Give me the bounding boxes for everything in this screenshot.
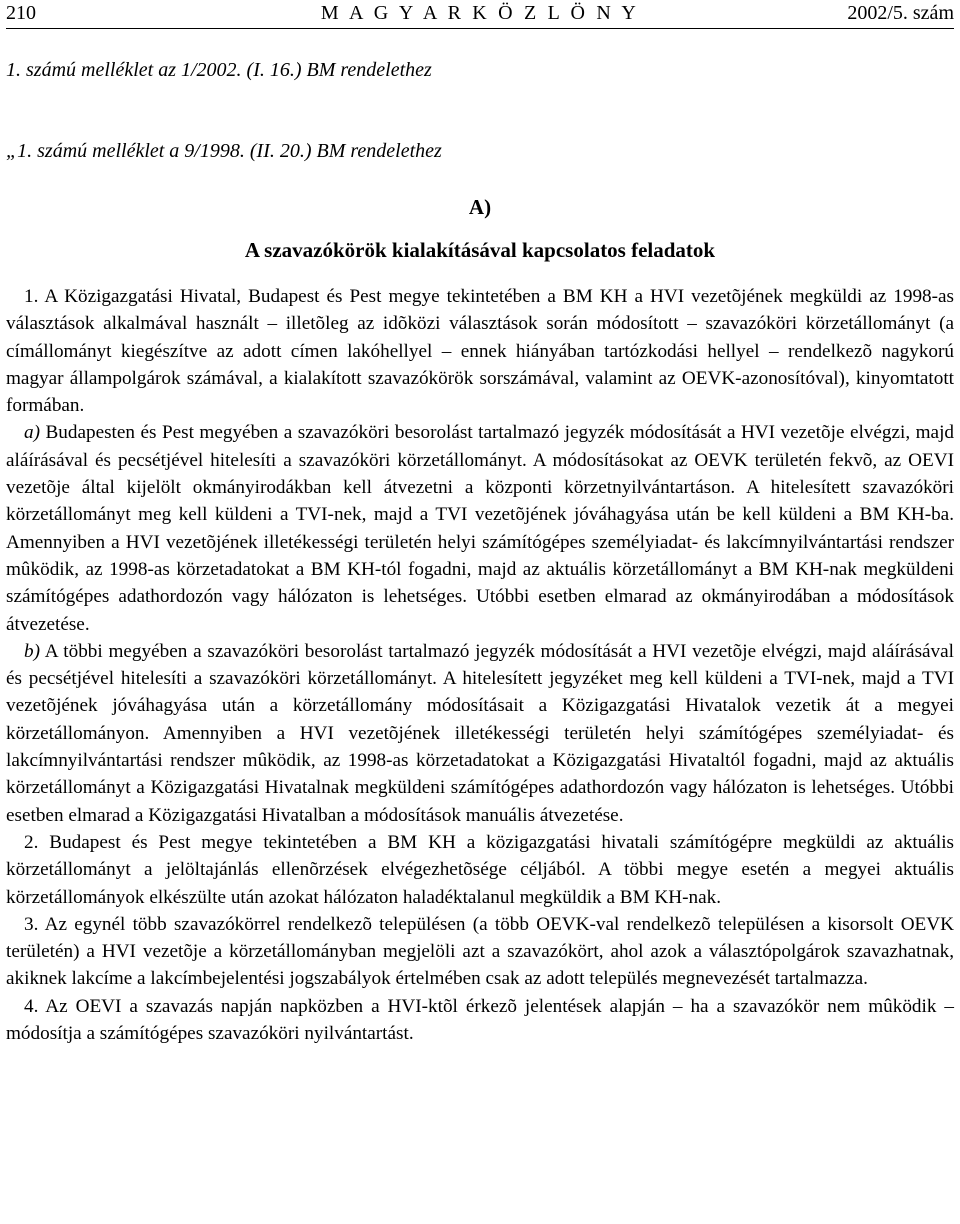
paragraph-1b-text: A többi megyében a szavazóköri besorolást tartalmazó jegyzék módosítását a HVI vezetõje elvégzi, majd aláírásával és pecsétjével hitelesíti a szavazóköri körzetállományt. A hitelesített jegyzéket meg kell küldeni a TVI-nek, majd a TVI vezetõjének jóváhagyása után a körzetállomány módosításait a Közigazgatási Hivatalok vezetik át a megyei körzetállományon. Amennyiben a HVI vezetõjének illetékességi területén helyi számítógépes személyiadat- és lakcímnyilvántartási rendszer mûködik, az 1998-as körzetadatokat a Közigazgatási Hivataltól fogadni, majd az aktuális körzetállományt a Közigazgatási Hivatalnak megküldeni számítógépes adathordozón vagy hálózaton is lehetséges. Utóbbi esetben elmarad a Közigazgatási Hivatalban a módosítások manuális átvezetése. [6,640,954,826]
document-page [6,0,954,1047]
subpoint-label-b: b) [24,640,40,662]
paragraph-3: 3. Az egynél több szavazókörrel rendelkezõ településen (a több OEVK-val rendelkezõ településen a kisorsolt OEVK területén) a HVI vezetõje a körzetállományban megjelöli azt a szavazókört, ahol azok a választópolgárok szavazhatnak, akiknek lakcíme a lakcímbejelentési jogszabályok értelmében csak az adott település megnevezését tartalmazza. [6,913,954,990]
subpoint-label-a: a) [24,422,40,444]
paragraph-4: 4. Az OEVI a szavazás napján napközben a HVI-ktõl érkezõ jelentések alapján – ha a szavazókör nem mûködik – módosítja a számítógépes szavazóköri nyilvántartást. [6,995,954,1045]
paragraph-1a [6,419,954,637]
page-header [6,0,954,29]
gazette-title: M A G Y A R K Ö Z L Ö N Y [320,2,640,24]
paragraph-1a-text: Budapesten és Pest megyében a szavazóköri besorolást tartalmazó jegyzék módosítását a HVI vezetõje elvégzi, majd aláírásával és pecsétjével hitelesíti a szavazóköri körzetállományt. A módosításokat az OEVK területén fekvõ, az OEVI vezetõje által kijelölt okmányirodákban kell átvezetni a központi körzetnyilvántartáson. A hitelesített szavazóköri körzetállományt meg kell küldeni a TVI-nek, majd a TVI vezetõjének jóváhagyása után be kell küldeni a BM KH-ba. Amennyiben a HVI vezetõjének illetékességi területén helyi számítógépes személyiadat- és lakcímnyilvántartási rendszer mûködik, az 1998-as körzetadatokat a BM KH-tól fogadni, majd az aktuális körzetállományt a BM KH-nak megküldeni számítógépes adathordozón vagy hálózaton is lehetséges. Utóbbi esetben elmarad az okmányirodában a módosítások átvezetése. [6,422,954,635]
section-title: A szavazókörök kialakításával kapcsolatos feladatok [244,238,716,262]
paragraph-1b [6,638,954,829]
paragraph-1: 1. A Közigazgatási Hivatal, Budapest és Pest megye tekintetében a BM KH a HVI vezetõjének megküldi az 1998-as választások alkalmával használt – illetõleg az idõközi választások során módosított – szavazóköri körzetállományt (a címállományt kiegészítve az adott címen lakóhellyel – ennek hiányában tartózkodási hellyel – rendelkezõ nagykorú magyar állampolgárok számával, a kialakított szavazókörök sorszámával, valamint az OEVK-azonosítóval), kinyomtatott formában. [6,286,954,417]
annex-reference: 1. számú melléklet az 1/2002. (I. 16.) BM rendelethez [6,59,432,81]
paragraph-2: 2. Budapest és Pest megye tekintetében a BM KH a közigazgatási hivatali számítógépre megküldi az aktuális körzetállományt a jelöltajánlás ellenõrzések elvégezhetõsége céljából. A többi megye esetén a megyei aktuális körzetállományok elkészülte után azokat hálózaton haladéktalanul megküldik a BM KH-nak. [6,831,954,908]
page-number: 210 [6,2,36,24]
issue-number: 2002/5. szám [847,2,954,24]
body-text [6,283,954,1047]
annex-reference-quoted: „1. számú melléklet a 9/1998. (II. 20.) BM rendelethez [6,140,442,162]
section-letter: A) [468,195,492,219]
